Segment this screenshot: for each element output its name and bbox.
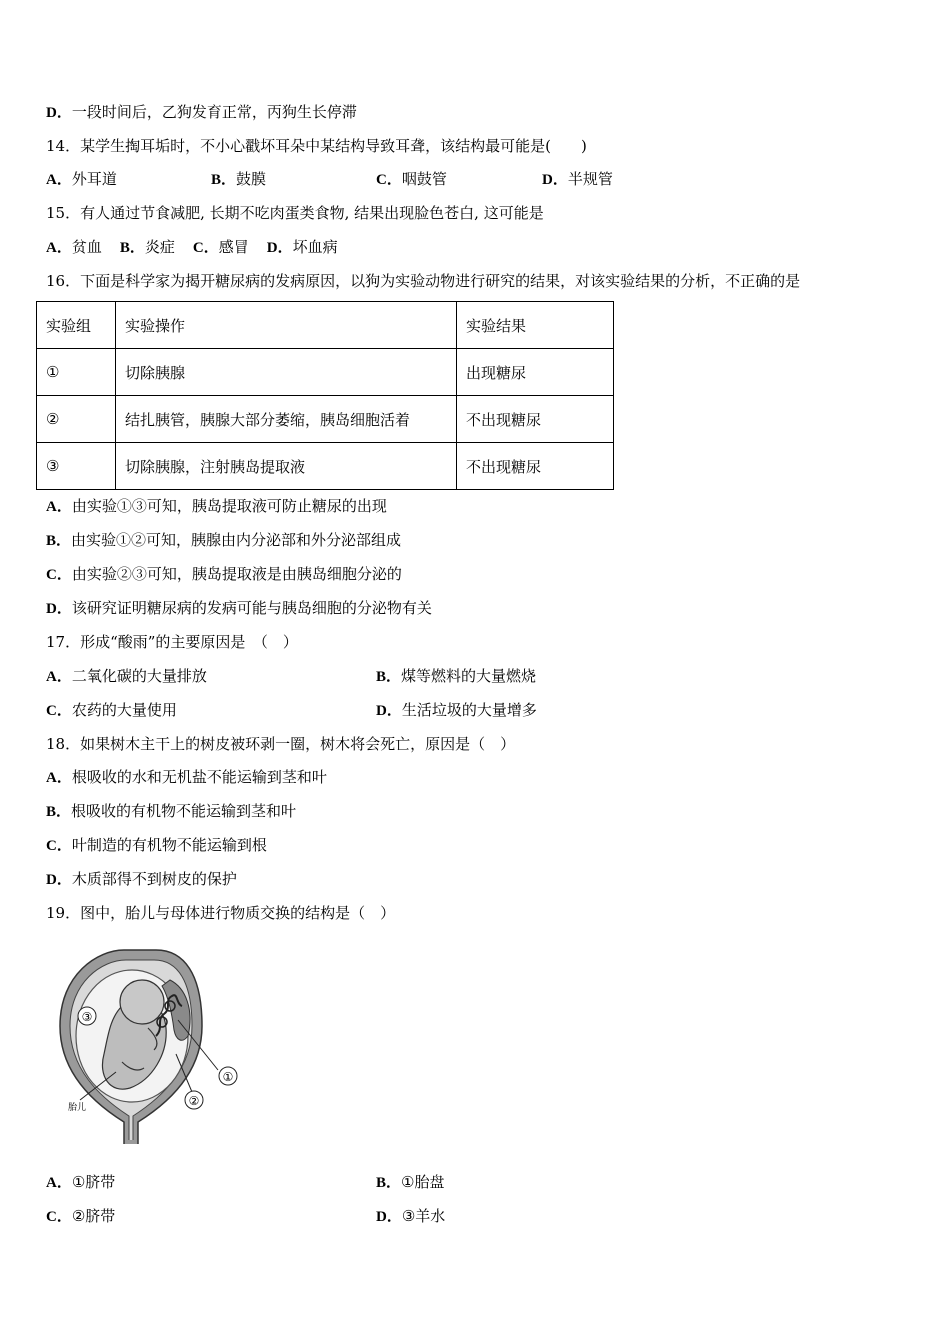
option-text: ③羊水 (401, 1207, 446, 1225)
option-text: ①胎盘 (401, 1173, 445, 1191)
option-letter: B． (211, 172, 237, 188)
option-letter: D． (46, 601, 72, 617)
option-letter: B． (376, 669, 402, 685)
option-letter: D． (46, 872, 72, 888)
table-row (37, 396, 614, 443)
table-header-cell: 实验结果 (457, 302, 614, 349)
option-text: 贫血 (71, 238, 102, 256)
table-cell: 不出现糖尿 (457, 396, 614, 443)
option-letter: A． (46, 499, 72, 515)
option-letter: A． (46, 1175, 72, 1191)
q17-option-d (376, 700, 537, 721)
q18-option-d (46, 869, 237, 890)
table-cell: 出现糖尿 (457, 349, 614, 396)
q14-option-a (46, 169, 117, 190)
option-letter: A． (46, 240, 72, 256)
fetus-label: 胎儿 (68, 1103, 87, 1113)
q17-option-c (46, 700, 177, 721)
q18-option-b (46, 801, 296, 822)
q14-option-b (211, 169, 266, 190)
option-text: 半规管 (567, 170, 613, 188)
q16-option-a (46, 496, 387, 517)
option-letter: D． (376, 1209, 402, 1225)
table-cell: 结扎胰管，胰腺大部分萎缩，胰岛细胞活着 (116, 396, 457, 443)
option-letter: C． (46, 1209, 72, 1225)
option-letter: D． (266, 240, 293, 256)
q16-stem: 16．下面是科学家为揭开糖尿病的发病原因，以狗为实验动物进行研究的结果，对该实验结果的分析，不正确的是 (46, 272, 801, 290)
option-text: ①脐带 (71, 1173, 116, 1191)
option-text: 根吸收的有机物不能运输到茎和叶 (71, 802, 297, 820)
q19-stem: 19．图中，胎儿与母体进行物质交换的结构是（ ） (46, 904, 396, 922)
table-row (37, 443, 614, 490)
table-cell: ① (37, 349, 116, 396)
q18-stem: 18．如果树木主干上的树皮被环剥一圈，树木将会死亡，原因是（ ） (46, 735, 516, 753)
table-header-cell: 实验操作 (116, 302, 457, 349)
option-text: 一段时间后，乙狗发育正常，丙狗生长停滞 (71, 103, 357, 121)
option-text: 由实验①③可知，胰岛提取液可防止糖尿的出现 (71, 497, 387, 515)
fetus-illustration (52, 944, 247, 1149)
option-text: 感冒 (218, 238, 249, 256)
q19-option-c (46, 1206, 115, 1227)
option-letter: D． (46, 105, 72, 121)
table-cell: 切除胰腺，注射胰岛提取液 (116, 443, 457, 490)
option-letter: A． (46, 669, 72, 685)
option-text: 外耳道 (71, 170, 117, 188)
q14-option-d (542, 169, 613, 190)
q17-stem: 17．形成“酸雨”的主要原因是 （ ） (46, 633, 298, 651)
uterus-fetus-figure (52, 944, 247, 1149)
table-cell: ② (37, 396, 116, 443)
option-letter: C． (376, 172, 402, 188)
q13-option-d (46, 102, 357, 123)
option-text: 炎症 (144, 238, 175, 256)
q15-stem: 15．有人通过节食减肥, 长期不吃肉蛋类食物, 结果出现脸色苍白, 这可能是 (46, 204, 544, 222)
q14-stem: 14．某学生掏耳垢时，不小心戳坏耳朵中某结构导致耳聋，该结构最可能是( ) (46, 137, 587, 155)
table-header-cell: 实验组 (37, 302, 116, 349)
option-letter: B． (119, 240, 145, 256)
option-text: 二氧化碳的大量排放 (71, 667, 207, 685)
option-text: 农药的大量使用 (71, 701, 177, 719)
option-letter: C． (192, 240, 219, 256)
option-letter: B． (376, 1175, 402, 1191)
q17-option-a (46, 666, 207, 687)
option-text: ②脐带 (71, 1207, 116, 1225)
table-row (37, 349, 614, 396)
table-cell: 不出现糖尿 (457, 443, 614, 490)
label-2: ② (188, 1094, 200, 1108)
label-1: ① (222, 1070, 234, 1084)
q18-option-a (46, 767, 327, 788)
option-letter: C． (46, 567, 72, 583)
option-text: 生活垃圾的大量增多 (401, 701, 537, 719)
option-text: 煤等燃料的大量燃烧 (401, 667, 537, 685)
option-text: 坏血病 (292, 238, 338, 256)
option-text: 叶制造的有机物不能运输到根 (71, 836, 267, 854)
q15-options (46, 237, 338, 258)
q16-option-d (46, 598, 432, 619)
option-text: 由实验①②可知，胰腺由内分泌部和外分泌部组成 (71, 531, 402, 549)
label-3: ③ (81, 1010, 93, 1024)
option-letter: C． (46, 703, 72, 719)
option-text: 鼓膜 (236, 170, 267, 188)
option-letter: B． (46, 533, 72, 549)
option-letter: D． (376, 703, 402, 719)
q18-option-c (46, 835, 267, 856)
q19-option-a (46, 1172, 115, 1193)
option-text: 该研究证明糖尿病的发病可能与胰岛细胞的分泌物有关 (71, 599, 432, 617)
q16-option-c (46, 564, 402, 585)
q16-option-b (46, 530, 401, 551)
option-text: 由实验②③可知，胰岛提取液是由胰岛细胞分泌的 (71, 565, 402, 583)
option-text: 咽鼓管 (401, 170, 447, 188)
option-text: 根吸收的水和无机盐不能运输到茎和叶 (71, 768, 327, 786)
table-header-row (37, 302, 614, 349)
experiment-table (36, 301, 614, 490)
option-letter: B． (46, 804, 72, 820)
table-cell: 切除胰腺 (116, 349, 457, 396)
q14-option-c (376, 169, 447, 190)
q19-option-d (376, 1206, 445, 1227)
option-letter: D． (542, 172, 568, 188)
q17-option-b (376, 666, 536, 687)
option-text: 木质部得不到树皮的保护 (71, 870, 237, 888)
option-letter: A． (46, 770, 72, 786)
q19-option-b (376, 1172, 444, 1193)
table-cell: ③ (37, 443, 116, 490)
option-letter: A． (46, 172, 72, 188)
option-letter: C． (46, 838, 72, 854)
